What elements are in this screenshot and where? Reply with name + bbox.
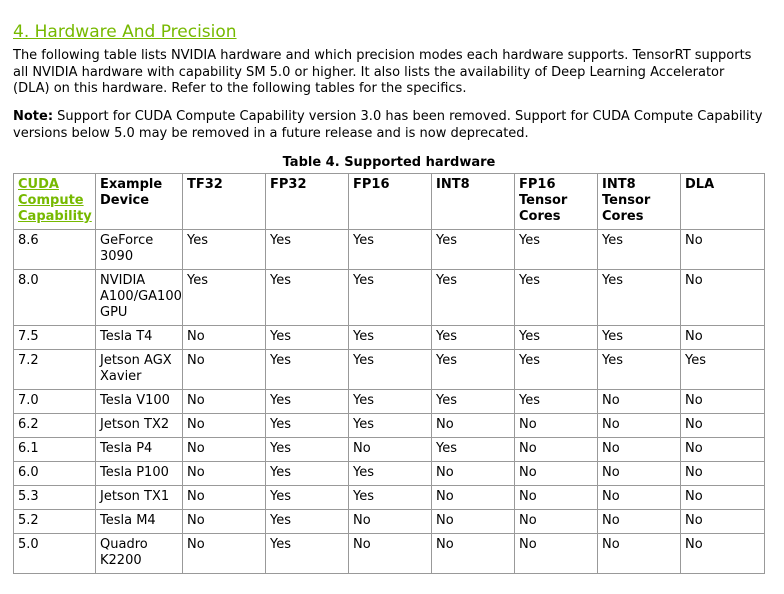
cell-int8: No [432,510,515,534]
cell-fp16: Yes [349,326,432,350]
cell-fp16-tensor-cores: No [515,438,598,462]
cell-dla: No [681,486,765,510]
header-fp16: FP16 [349,174,432,230]
cuda-compute-capability-link[interactable]: CUDA Compute Capability [18,177,92,224]
cell-fp16: Yes [349,270,432,326]
cell-tf32: Yes [183,230,266,270]
cell-fp16-tensor-cores: No [515,510,598,534]
cell-int8-tensor-cores: Yes [598,350,681,390]
cell-cuda-capability: 5.2 [14,510,96,534]
cell-int8: Yes [432,326,515,350]
cell-cuda-capability: 5.3 [14,486,96,510]
cell-fp16: Yes [349,350,432,390]
cell-int8: No [432,534,515,574]
table-row [14,350,765,390]
cell-tf32: No [183,510,266,534]
cell-cuda-capability: 6.2 [14,414,96,438]
cell-example-device: NVIDIA A100/GA100 GPU [96,270,183,326]
cell-tf32: No [183,486,266,510]
cell-example-device: Tesla P4 [96,438,183,462]
cell-tf32: No [183,534,266,574]
cell-dla: Yes [681,350,765,390]
cell-int8-tensor-cores: Yes [598,270,681,326]
cell-int8: No [432,486,515,510]
cell-fp32: Yes [266,510,349,534]
cell-int8-tensor-cores: No [598,510,681,534]
cell-dla: No [681,326,765,350]
table-row [14,462,765,486]
cell-dla: No [681,414,765,438]
cell-fp16-tensor-cores: No [515,534,598,574]
header-dla: DLA [681,174,765,230]
cell-fp32: Yes [266,462,349,486]
table-row [14,326,765,350]
cell-fp32: Yes [266,270,349,326]
cell-fp16: Yes [349,486,432,510]
cell-example-device: Tesla T4 [96,326,183,350]
cell-fp16-tensor-cores: No [515,486,598,510]
table-row [14,438,765,462]
cell-fp16-tensor-cores: Yes [515,230,598,270]
cell-int8-tensor-cores: No [598,438,681,462]
table-row [14,414,765,438]
cell-int8: Yes [432,270,515,326]
cell-cuda-capability: 7.0 [14,390,96,414]
cell-int8-tensor-cores: No [598,486,681,510]
cell-int8: Yes [432,230,515,270]
cell-example-device: Tesla V100 [96,390,183,414]
cell-fp32: Yes [266,390,349,414]
cell-tf32: No [183,390,266,414]
cell-fp32: Yes [266,438,349,462]
cell-int8-tensor-cores: No [598,414,681,438]
cell-fp16: Yes [349,230,432,270]
table-row [14,270,765,326]
cell-tf32: No [183,414,266,438]
table-row [14,230,765,270]
cell-example-device: Quadro K2200 [96,534,183,574]
cell-fp32: Yes [266,326,349,350]
cell-int8-tensor-cores: Yes [598,326,681,350]
cell-fp16-tensor-cores: Yes [515,390,598,414]
cell-cuda-capability: 8.0 [14,270,96,326]
cell-tf32: Yes [183,270,266,326]
cell-int8: No [432,414,515,438]
cell-fp16-tensor-cores: No [515,462,598,486]
table-caption: Table 4. Supported hardware [282,155,496,170]
cell-fp16: No [349,438,432,462]
cell-dla: No [681,230,765,270]
cell-dla: No [681,534,765,574]
cell-example-device: GeForce 3090 [96,230,183,270]
cell-cuda-capability: 5.0 [14,534,96,574]
header-fp32: FP32 [266,174,349,230]
note-label: Note: [13,109,54,124]
cell-tf32: No [183,350,266,390]
cell-int8-tensor-cores: No [598,462,681,486]
cell-dla: No [681,510,765,534]
cell-fp32: Yes [266,414,349,438]
cell-cuda-capability: 8.6 [14,230,96,270]
cell-fp32: Yes [266,534,349,574]
cell-fp16-tensor-cores: Yes [515,350,598,390]
cell-fp16: Yes [349,462,432,486]
cell-example-device: Jetson TX2 [96,414,183,438]
cell-dla: No [681,270,765,326]
header-int8: INT8 [432,174,515,230]
header-cuda-compute-capability[interactable] [14,174,96,230]
cell-fp16-tensor-cores: No [515,414,598,438]
header-fp16-tensor-cores: FP16 Tensor Cores [515,174,598,230]
cell-dla: No [681,438,765,462]
cell-tf32: No [183,438,266,462]
table-row [14,510,765,534]
note-text: Support for CUDA Compute Capability version 3.0 has been removed. Support for CUDA Compute Capability versions below 5.0 may be removed in a future release and is now deprecated. [13,109,763,141]
cell-cuda-capability: 6.0 [14,462,96,486]
header-tf32: TF32 [183,174,266,230]
cell-example-device: Tesla M4 [96,510,183,534]
cell-fp16: No [349,510,432,534]
table-header-row [14,174,765,230]
cell-fp32: Yes [266,230,349,270]
supported-hardware-table [13,173,765,574]
cell-int8-tensor-cores: No [598,390,681,414]
cell-tf32: No [183,326,266,350]
cell-fp16-tensor-cores: Yes [515,326,598,350]
cell-example-device: Jetson AGX Xavier [96,350,183,390]
intro-paragraph: The following table lists NVIDIA hardware and which precision modes each hardware supports. TensorRT supports all NVIDIA hardware with capability SM 5.0 or higher. It also lists the availability of Deep Learning Accelerator (DLA) on this hardware. Refer to the following tables for the specifics. [13,48,752,96]
cell-int8: No [432,462,515,486]
table-body [14,230,765,574]
cell-int8-tensor-cores: Yes [598,230,681,270]
table-row [14,390,765,414]
cell-fp16: Yes [349,390,432,414]
cell-int8: Yes [432,350,515,390]
cell-fp32: Yes [266,486,349,510]
cell-fp16-tensor-cores: Yes [515,270,598,326]
cell-example-device: Tesla P100 [96,462,183,486]
cell-fp32: Yes [266,350,349,390]
cell-fp16: No [349,534,432,574]
table-row [14,534,765,574]
cell-example-device: Jetson TX1 [96,486,183,510]
table-row [14,486,765,510]
cell-int8: Yes [432,438,515,462]
cell-fp16: Yes [349,414,432,438]
cell-cuda-capability: 7.2 [14,350,96,390]
section-title[interactable]: 4. Hardware And Precision [13,22,237,42]
cell-cuda-capability: 7.5 [14,326,96,350]
cell-tf32: No [183,462,266,486]
cell-dla: No [681,462,765,486]
cell-int8-tensor-cores: No [598,534,681,574]
cell-int8: Yes [432,390,515,414]
note-paragraph [13,109,765,142]
cell-dla: No [681,390,765,414]
header-int8-tensor-cores: INT8 Tensor Cores [598,174,681,230]
cell-cuda-capability: 6.1 [14,438,96,462]
header-example-device: Example Device [96,174,183,230]
